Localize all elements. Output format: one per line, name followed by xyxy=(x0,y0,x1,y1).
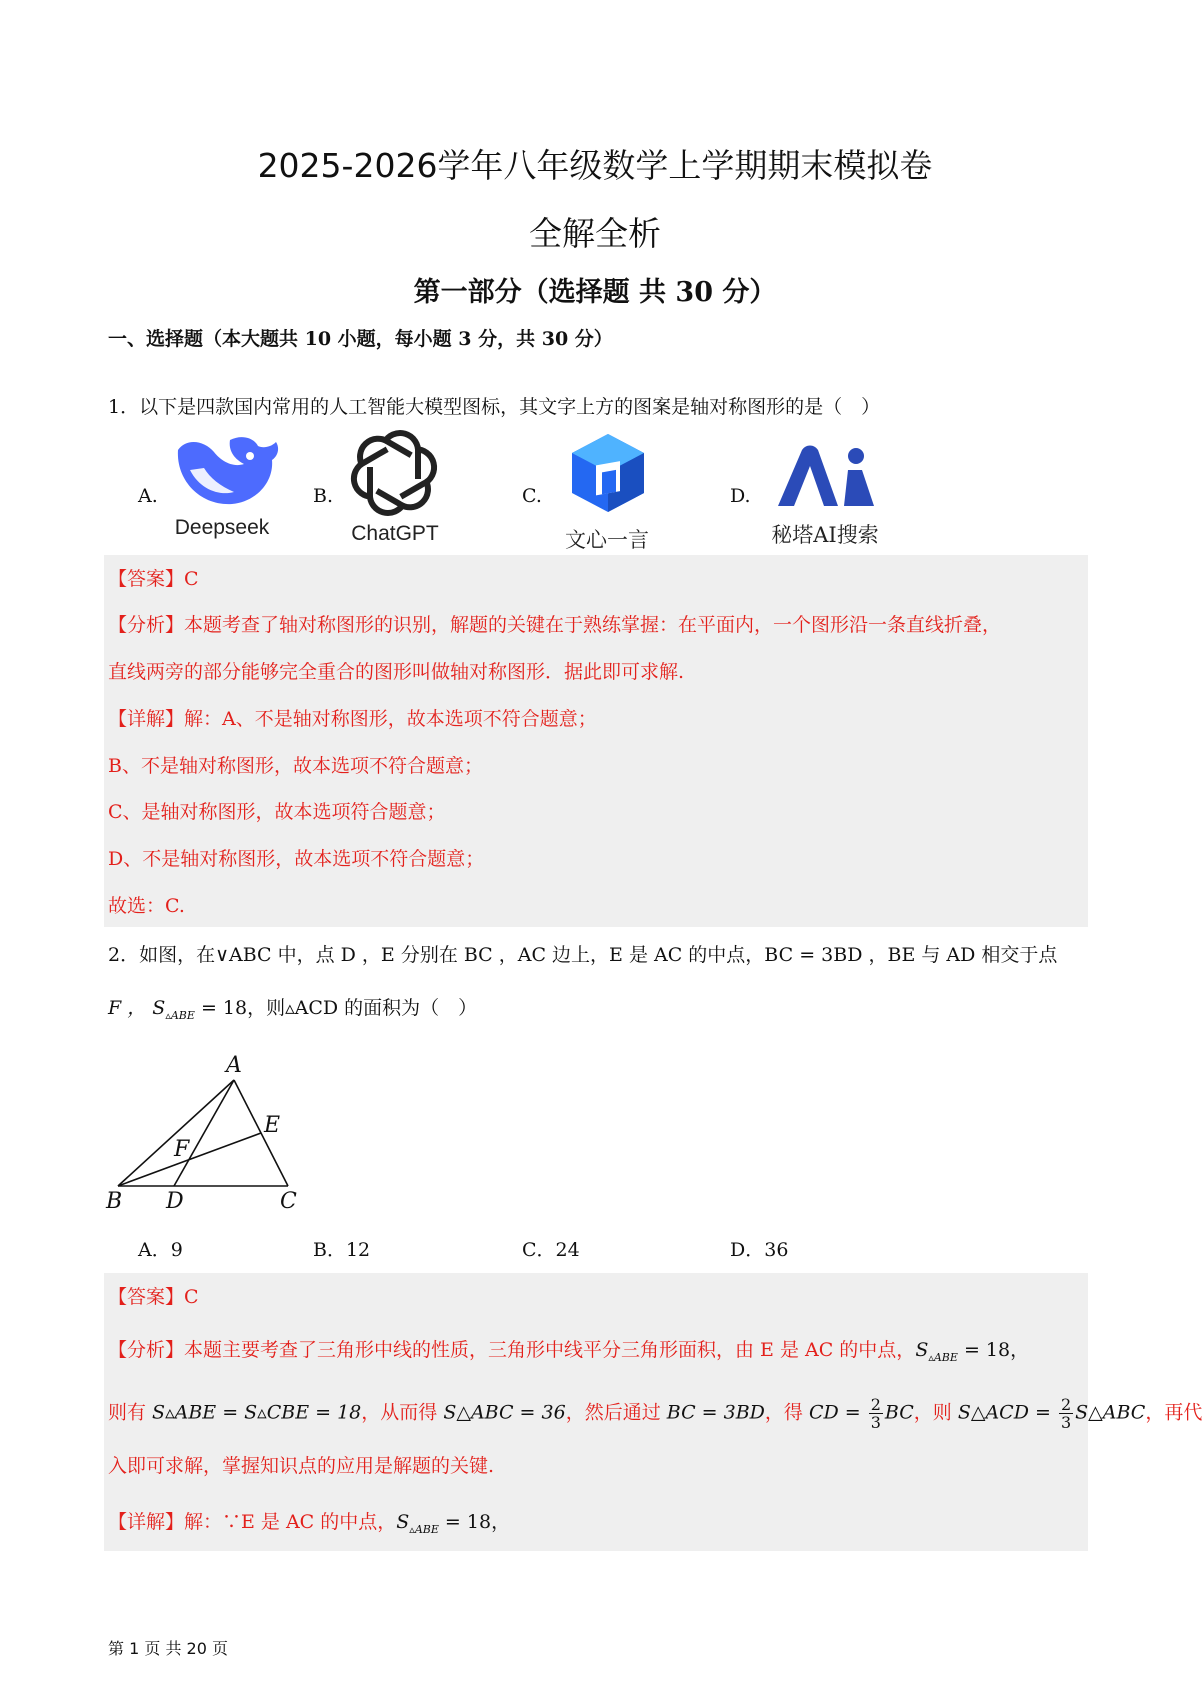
wenxin-cube-icon xyxy=(570,432,646,514)
q2-option-a-value: 9 xyxy=(170,1239,183,1261)
q2-stem-sub: ▵ABE xyxy=(165,1008,195,1022)
q2-option-d xyxy=(730,1238,788,1262)
q1-option-c-caption: 文心一言 xyxy=(565,528,649,552)
q2-analysis-line2 xyxy=(108,1396,1202,1431)
q2-answer-value: C xyxy=(184,1286,199,1308)
q2-analysis-2e: ，则 xyxy=(913,1401,958,1424)
q1-detail-line2: B、不是轴对称图形，故本选项不符合题意； xyxy=(108,755,483,777)
q2-option-c-letter: C． xyxy=(522,1239,556,1261)
q1-answer xyxy=(108,567,199,591)
q2-analysis-sub: ▵ABE xyxy=(928,1350,958,1364)
q1-analysis-line2: 直线两旁的部分能够完全重合的图形叫做轴对称图形．据此即可求解. xyxy=(108,661,685,683)
q2-analysis-tag: 【分析】 xyxy=(108,1339,185,1361)
triangle-figure xyxy=(104,1050,314,1214)
q2-fraction-2 xyxy=(1059,1396,1073,1431)
q2-option-a-letter: A． xyxy=(138,1239,171,1261)
q2-option-b-letter: B． xyxy=(313,1239,346,1261)
q1-analysis-tag: 【分析】 xyxy=(108,614,185,636)
q2-option-c xyxy=(522,1238,580,1262)
q1-option-d-caption: 秘塔AI搜索 xyxy=(771,523,879,547)
q2-detail-text: 解：∵E 是 AC 的中点， xyxy=(184,1511,397,1533)
q2-analysis-eq5-right: S△ABC xyxy=(1075,1401,1146,1424)
q2-option-d-letter: D． xyxy=(730,1239,765,1261)
q1-detail-line4: D、不是轴对称图形，故本选项不符合题意； xyxy=(108,848,485,870)
q2-analysis-line1 xyxy=(108,1338,1029,1370)
q2-answer xyxy=(108,1285,199,1309)
q2-fraction-1 xyxy=(869,1396,883,1431)
exam-title: 2025-2026学年八年级数学上学期期末模拟卷 xyxy=(257,146,933,185)
q1-answer-value: C xyxy=(184,568,199,590)
q2-analysis-end: = 18， xyxy=(957,1339,1030,1361)
q2-fraction-2-num: 2 xyxy=(1060,1395,1072,1414)
q2-option-d-value: 36 xyxy=(764,1239,789,1261)
label-e: E xyxy=(264,1113,281,1138)
q2-detail-sub: ▵ABE xyxy=(409,1522,439,1536)
part-heading: 第一部分（选择题 共 30 分） xyxy=(413,277,777,308)
q2-analysis-text1: 本题主要考查了三角形中线的性质，三角形中线平分三角形面积，由 E 是 AC 的中点， xyxy=(184,1339,916,1361)
q1-options xyxy=(0,430,1190,550)
q1-option-d-letter: D. xyxy=(730,485,751,507)
segment-be xyxy=(118,1133,261,1186)
q2-analysis-eq2: S△ABC = 36 xyxy=(443,1401,566,1424)
q1-stem: 1．以下是四款国内常用的人工智能大模型图标，其文字上方的图案是轴对称图形的是（ ） xyxy=(108,396,881,418)
q2-analysis-2a: 则有 xyxy=(108,1401,153,1424)
q2-detail-line1 xyxy=(108,1510,510,1542)
q1-detail-line5: 故选：C. xyxy=(108,895,185,917)
label-b: B xyxy=(106,1189,123,1214)
q2-option-a xyxy=(138,1238,183,1262)
q2-stem-f: F ， xyxy=(108,997,147,1019)
q2-analysis-2b: ，从而得 xyxy=(361,1401,444,1424)
label-f: F xyxy=(174,1137,190,1162)
q2-analysis-2d: ，得 xyxy=(764,1401,809,1424)
q1-analysis-text1: 本题考查了轴对称图形的识别，解题的关键在于熟练掌握：在平面内，一个图形沿一条直线折叠， xyxy=(184,614,1002,636)
chatgpt-knot-icon xyxy=(350,430,438,516)
metaso-ai-icon xyxy=(776,444,876,508)
q1-detail-text1: 解：A、不是轴对称图形，故本选项不符合题意； xyxy=(184,708,597,730)
q2-analysis-line3: 入即可求解，掌握知识点的应用是解题的关键. xyxy=(108,1455,495,1477)
q2-analysis-s: S xyxy=(915,1339,929,1361)
q2-detail-end: = 18， xyxy=(438,1511,511,1533)
q2-analysis-2f: ，再代 xyxy=(1145,1401,1202,1424)
q2-option-b-value: 12 xyxy=(345,1239,371,1261)
q1-detail-tag: 【详解】 xyxy=(108,708,185,730)
segment-ad xyxy=(174,1080,234,1186)
q1-detail-line3: C、是轴对称图形，故本选项符合题意； xyxy=(108,801,446,823)
q1-option-b-caption: ChatGPT xyxy=(351,522,439,545)
q1-answer-tag: 【答案】 xyxy=(108,568,185,590)
exam-subtitle: 全解全析 xyxy=(529,214,661,253)
q2-detail-s: S xyxy=(396,1511,410,1533)
q1-solution-panel xyxy=(104,555,1088,927)
q1-option-c-letter: C. xyxy=(522,485,542,507)
q2-analysis-eq1: S▵ABE = S▵CBE = 18 xyxy=(152,1401,362,1424)
q2-detail-tag: 【详解】 xyxy=(108,1511,185,1533)
label-c: C xyxy=(280,1189,297,1214)
q2-analysis-eq3: BC = 3BD xyxy=(666,1401,765,1424)
q1-analysis-line1 xyxy=(108,613,1001,637)
q2-fraction-2-den: 3 xyxy=(1060,1413,1072,1432)
label-d: D xyxy=(166,1189,184,1214)
q2-fraction-1-num: 2 xyxy=(870,1395,881,1414)
q2-analysis-eq4-left: CD = xyxy=(808,1401,867,1424)
page-footer: 第 1 页 共 20 页 xyxy=(108,1639,228,1658)
side-ab xyxy=(118,1080,234,1186)
q2-analysis-eq5-left: S△ACD = xyxy=(957,1401,1057,1424)
q2-analysis-eq4-right: BC xyxy=(884,1401,914,1424)
q2-answer-tag: 【答案】 xyxy=(108,1286,185,1308)
q1-option-a-caption: Deepseek xyxy=(174,516,270,539)
q1-detail-line1 xyxy=(108,707,597,731)
q2-stem-line1: 2．如图，在∨ABC 中，点 D ，E 分别在 BC ，AC 边上，E 是 AC 的中点，BC = 3BD ，BE 与 AD 相交于点 xyxy=(108,944,1058,966)
q1-option-b-letter: B. xyxy=(313,485,334,507)
q2-option-c-value: 24 xyxy=(555,1239,580,1261)
q2-stem-end: = 18，则▵ACD 的面积为（ ） xyxy=(194,997,478,1019)
deepseek-whale-icon xyxy=(170,430,282,510)
q1-option-a-letter: A. xyxy=(138,485,158,507)
q2-option-b xyxy=(313,1238,370,1262)
q2-stem-s: S xyxy=(152,997,166,1019)
q2-analysis-2c: ，然后通过 xyxy=(565,1401,667,1424)
label-a: A xyxy=(226,1053,242,1078)
q2-stem-line2 xyxy=(108,996,477,1028)
section-heading: 一、选择题（本大题共 10 小题，每小题 3 分，共 30 分） xyxy=(108,328,613,350)
q2-fraction-1-den: 3 xyxy=(870,1413,881,1432)
